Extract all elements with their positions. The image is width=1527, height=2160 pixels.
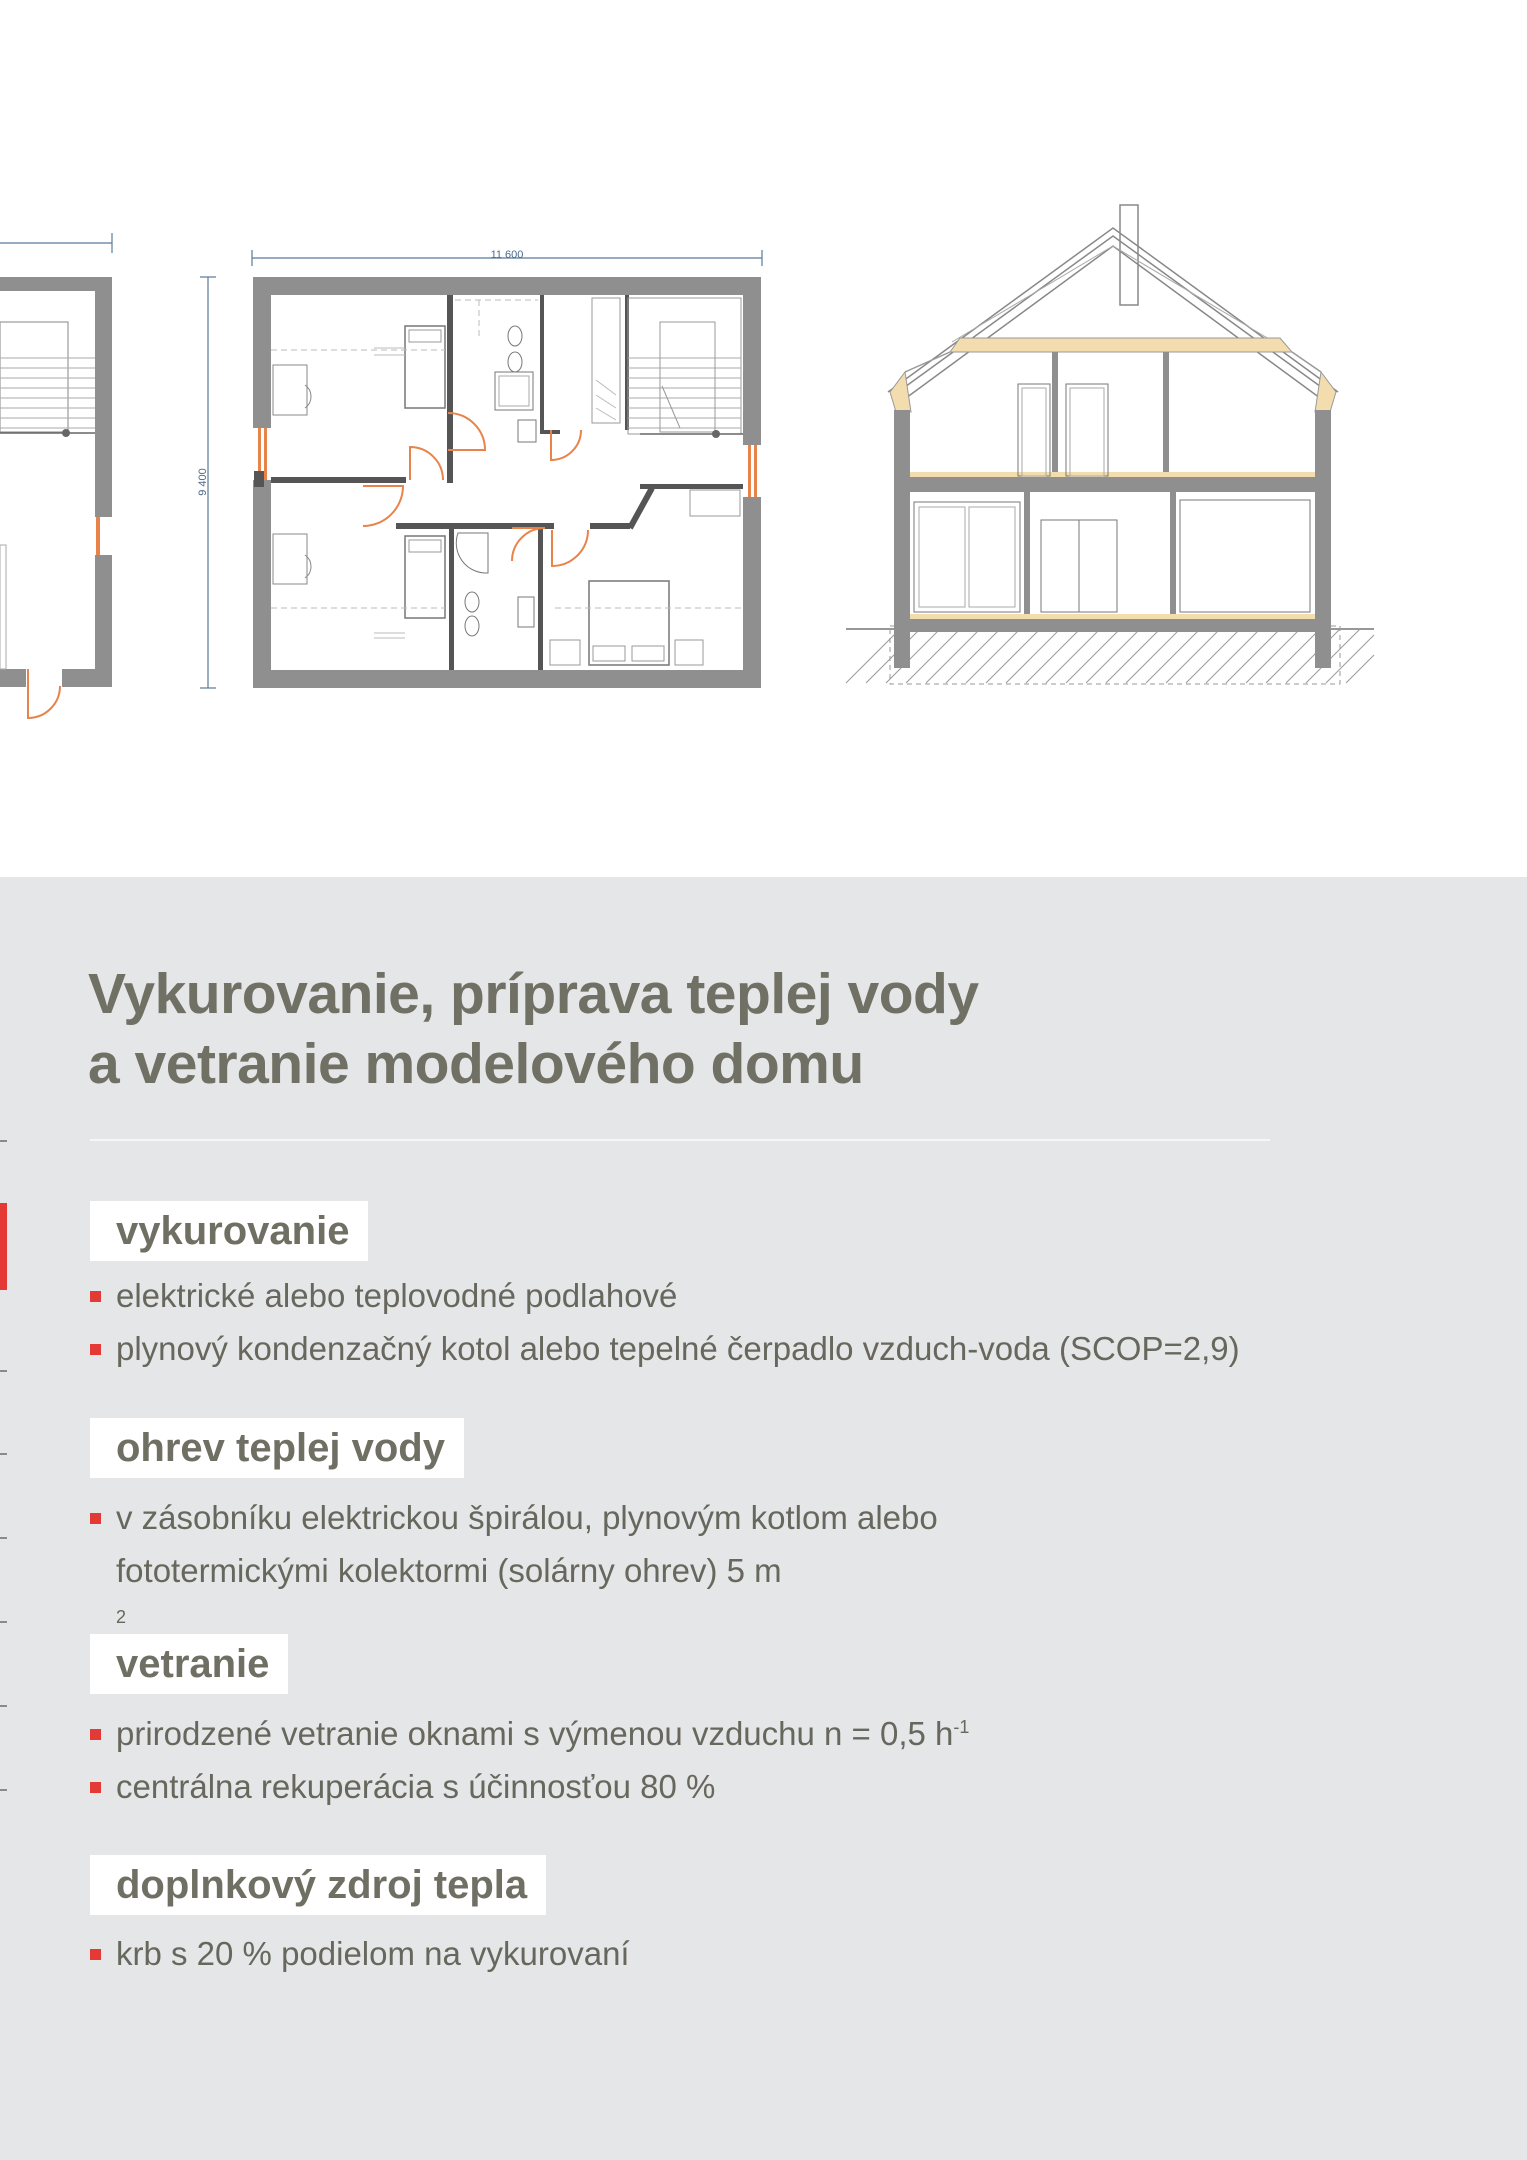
list-item: krb s 20 % podielom na vykurovaní [90,1927,1410,1980]
side-rule-mark [0,1453,7,1455]
side-rule-mark [0,1537,7,1539]
bullet-square-icon [90,1782,101,1793]
bullet-square-icon [90,1291,101,1302]
bullet-square-icon [90,1513,101,1524]
heating-heading: vykurovanie [90,1201,368,1261]
bullet-square-icon [90,1729,101,1740]
list-item: elektrické alebo teplovodné podlahové [90,1269,1410,1322]
ventilation-heading: vetranie [90,1634,288,1694]
ground-floor-plan-partial [0,233,112,718]
side-rule-mark [0,1370,7,1372]
list-item: v zásobníku elektrickou špirálou, plynovým kotlom alebo fototermickými kolektormi (solárny ohrev) 5 m $^2$ [90,1491,1410,1650]
side-accent-bar [0,1203,7,1290]
hot-water-heading: ohrev teplej vody [90,1418,464,1478]
page-title-line-1: Vykurovanie, príprava teplej vody [88,962,979,1026]
title-divider [90,1139,1270,1141]
supplementary-heat-heading: doplnkový zdroj tepla [90,1855,546,1915]
bullet-square-icon [90,1949,101,1960]
side-rule-mark [0,1140,7,1142]
list-item: prirodzené vetranie oknami s výmenou vzduchu n = 0,5 $h^{-1}$ [90,1707,1410,1760]
architectural-drawings [0,0,1527,877]
depth-dimension-label: 9 400 [197,468,209,496]
side-rule-mark [0,1789,7,1791]
list-item: plynový kondenzačný kotol alebo tepelné čerpadlo vzduch-voda (SCOP=2,9) [90,1322,1410,1375]
side-rule-mark [0,1621,7,1623]
info-panel [0,877,1527,2160]
list-item: centrálna rekuperácia s účinnosťou 80 % [90,1760,1410,1813]
page-title [88,959,1188,1099]
floor-plan [197,249,762,688]
page-title-line-2: a vetranie modelového domu [88,1032,864,1096]
side-rule-mark [0,1705,7,1707]
bullet-square-icon [90,1344,101,1355]
building-section [846,205,1374,684]
width-dimension-label: 11 600 [490,249,524,261]
